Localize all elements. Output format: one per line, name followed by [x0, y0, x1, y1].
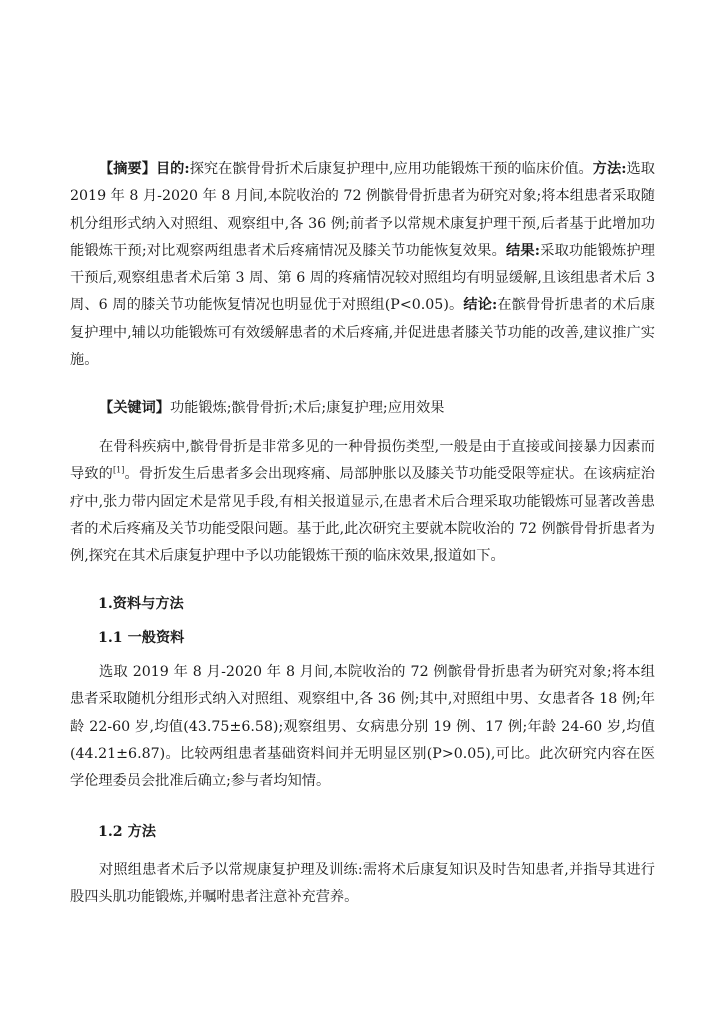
methods-label: 方法:	[592, 161, 627, 177]
methods-text: 选取 2019 年 8 月-2020 年 8 月间,本院收治的 72 例髌骨骨折患者为研究对象;将本组患者采取随机分组形式纳入对照组、观察组中,各 36 例;前者予以常规术康复护理干预,后者基于此增加功能锻炼干预;对比观察两组患者术后疼痛情况及膝关节功能恢复效果。	[70, 161, 655, 259]
objective-label: 目的:	[155, 161, 190, 177]
results-label: 结果:	[506, 242, 541, 259]
results-text: 采取功能锻炼护理干预后,观察组患者术后第 3 周、第 6 周的疼痛情况较对照组均有明显缓解,且该组患者术后 3 周、6 周的膝关节功能恢复情况也明显优于对照组(P<0.05)。	[70, 242, 655, 314]
intro-text-2: 。骨折发生后患者多会出现疼痛、局部肿胀以及膝关节功能受限等症状。在该病症治疗中,张力带内固定术是常见手段,有相关报道显示,在患者术后合理采取功能锻炼可显著改善患者的术后疼痛及关节功能受限问题。基于此,此次研究主要就本院收治的 72 例髌骨骨折患者为例,探究在其术后康复护理中予以功能锻炼干预的临床效果,报道如下。	[70, 466, 655, 565]
intro-text-1: 在骨科疾病中,髌骨骨折是非常多见的一种骨损伤类型,一般是由于直接或间接暴力因素而导致的	[70, 439, 655, 483]
conclusion-label: 结论:	[463, 297, 498, 314]
objective-text: 探究在髌骨骨折术后康复护理中,应用功能锻炼干预的临床价值。	[189, 161, 593, 177]
subsection-heading-1-1: 1.1 一般资料	[98, 630, 185, 646]
general-data-paragraph: 选取 2019 年 8 月-2020 年 8 月间,本院收治的 72 例髌骨骨折患者为研究对象;将本组患者采取随机分组形式纳入对照组、观察组中,各 36 例;其中,对照组中男、女患者各 18 例;年龄 22-60 岁,均值(43.75±6.58);观察组男、女病患分别 19 例、17 例;年龄 24-60 岁,均值(44.21±6.87)。比较两组患者基础资料间并无明显区别(P>0.05),可比。此次研究内容在医学伦理委员会批准后确立;参与者均知情。	[70, 664, 655, 790]
keywords-paragraph	[70, 395, 655, 422]
conclusion-text: 在髌骨骨折患者的术后康复护理中,辅以功能锻炼可有效缓解患者的术后疼痛,并促进患者膝关节功能的改善,建议推广实施。	[70, 297, 655, 369]
abstract-label: 【摘要】	[99, 161, 156, 177]
intro-paragraph	[70, 434, 655, 570]
citation-ref: [1]	[113, 465, 125, 475]
keywords-label: 【关键词】	[99, 400, 170, 416]
keywords-text: 功能锻炼;髌骨骨折;术后;康复护理;应用效果	[169, 400, 445, 416]
subsection-heading-1-2: 1.2 方法	[98, 824, 156, 840]
abstract-paragraph	[70, 156, 655, 374]
methods-paragraph: 对照组患者术后予以常规康复护理及训练:需将术后康复知识及时告知患者,并指导其进行股四头肌功能锻炼,并嘱咐患者注意补充营养。	[70, 862, 655, 906]
section-heading: 1.资料与方法	[98, 596, 184, 612]
